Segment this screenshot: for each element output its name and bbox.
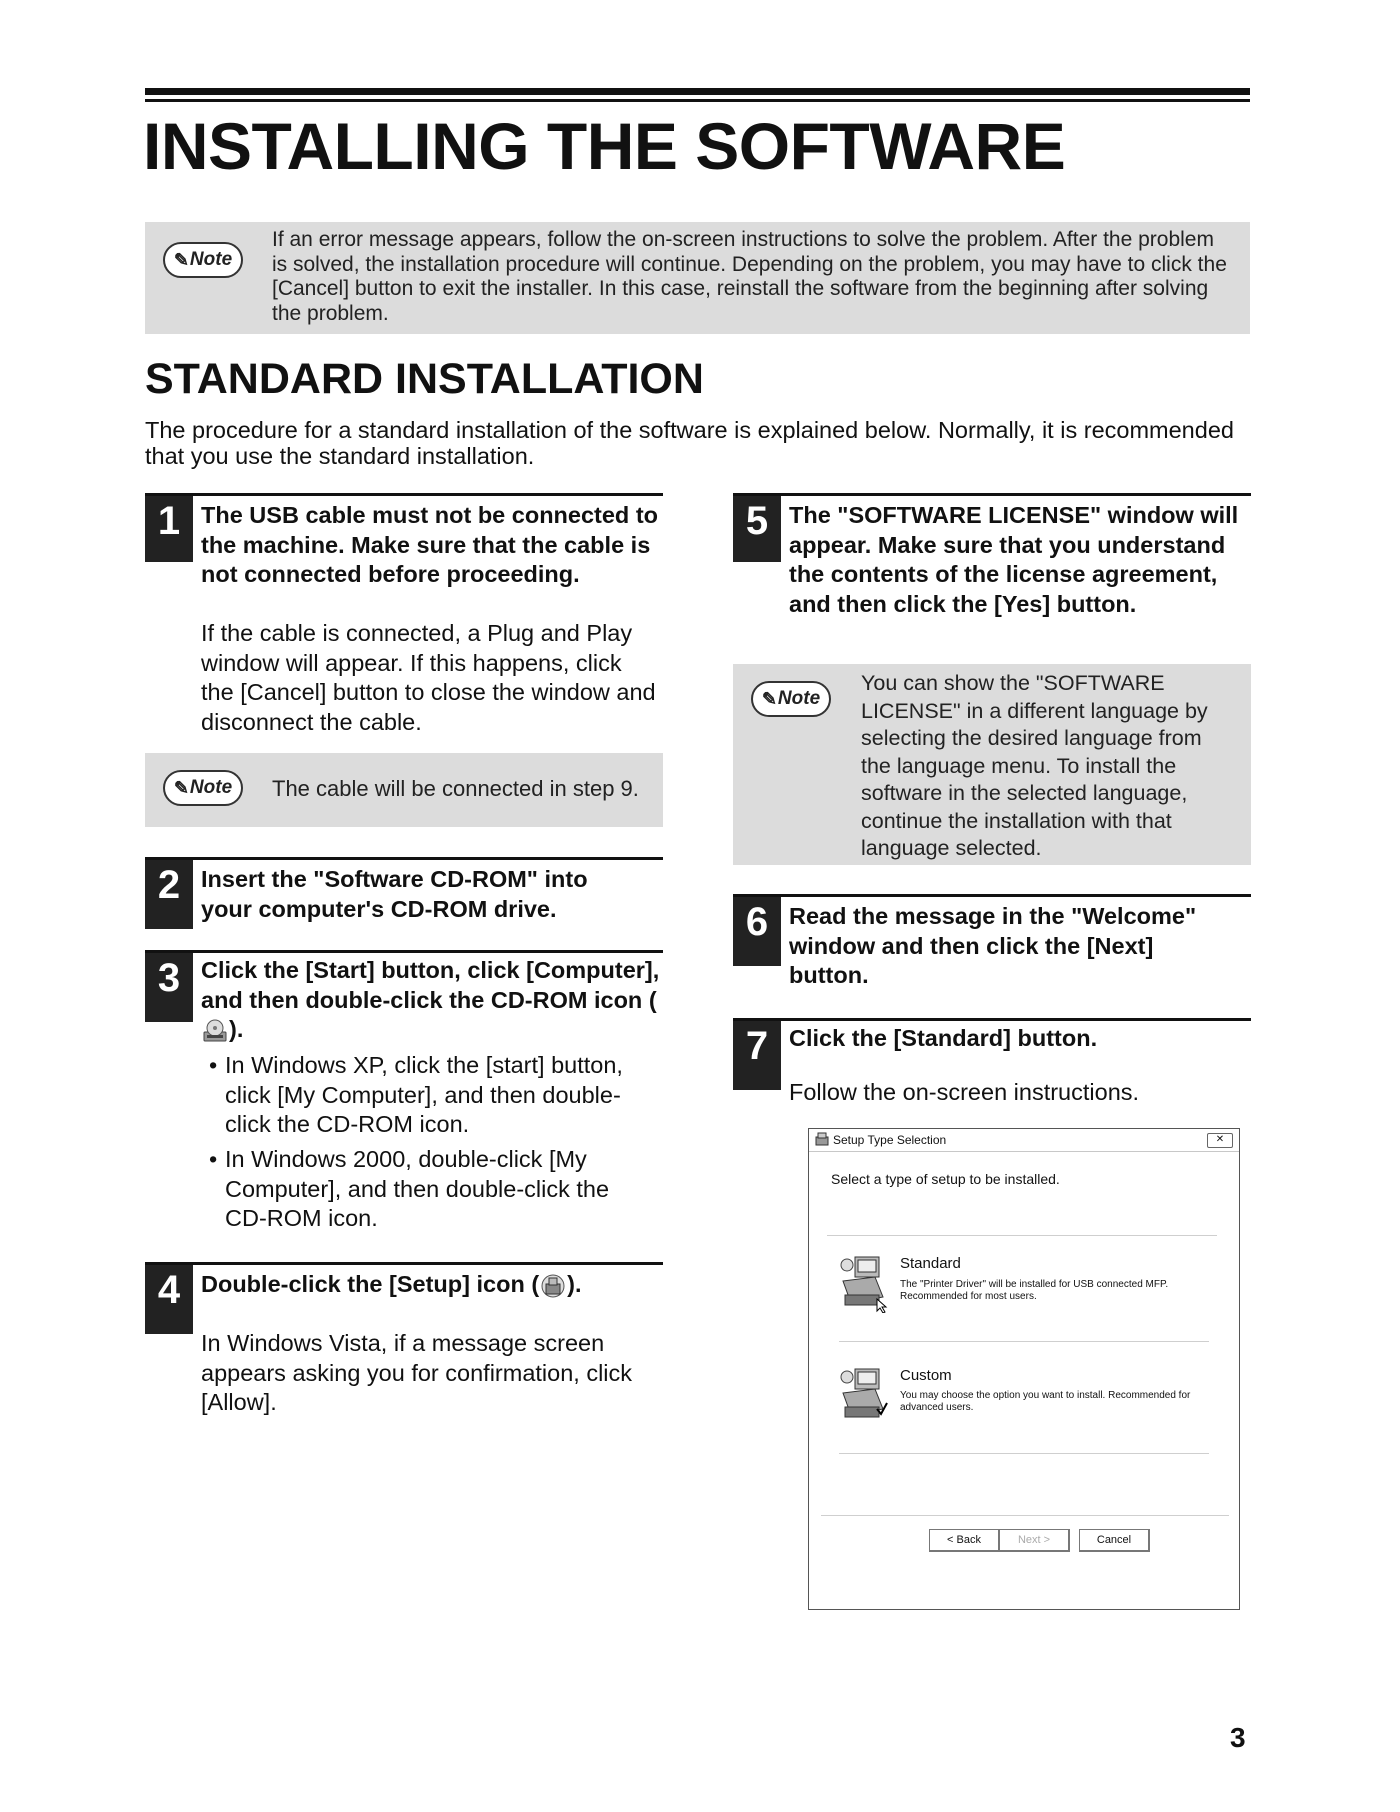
step-1-note-text: The cable will be connected in step 9. [272,776,639,801]
dialog-footer-divider [821,1515,1229,1516]
step-3-title [201,956,663,1045]
cancel-button[interactable]: Cancel [1079,1529,1150,1552]
step-4-title-end: ). [567,1271,582,1297]
dialog-divider [839,1453,1209,1454]
page-title: INSTALLING THE SOFTWARE [143,109,1066,183]
title-rule-thin [145,99,1250,102]
step-1-title: The USB cable must not be connected to the machine. Make sure that the cable is not connected before proceeding. [201,502,658,587]
standard-desc-1: The "Printer Driver" will be installed for USB connected MFP. [900,1279,1169,1290]
dialog-divider [827,1235,1217,1236]
step-3-bullet-1-text: In Windows XP, click the [start] button, click [My Computer], and then double-click the CD-ROM icon. [225,1052,623,1137]
step-4-body: In Windows Vista, if a message screen appears asking you for confirmation, click [Allow]. [201,1330,633,1415]
setup-app-icon [815,1131,829,1145]
step-3-number: 3 [145,953,193,1022]
step-3-title-text: Click the [Start] button, click [Computer], and then double-click the CD-ROM icon ( [201,957,660,1013]
step-2-title: Insert the "Software CD-ROM" into your computer's CD-ROM drive. [201,866,588,922]
step-4-rule [145,1262,663,1265]
step-4-title [201,1270,663,1300]
step-3-rule [145,950,663,953]
custom-option[interactable] [839,1367,1219,1427]
step-1-number: 1 [145,496,193,562]
dialog-divider [839,1341,1209,1342]
top-note-box [145,222,1250,334]
note-badge-label: Note [189,249,233,270]
step-7-number: 7 [733,1021,781,1090]
computer-custom-icon [839,1367,889,1428]
cd-rom-icon [202,1019,228,1043]
step-5-note-text: You can show the "SOFTWARE LICENSE" in a different language by selecting the desired language from the language menu. To install the software in the selected language, continue the installation with that language selected. [861,671,1208,860]
step-1-note-box [145,753,663,827]
custom-desc-1: You may choose the option you want to install. Recommended for [900,1390,1191,1401]
back-button[interactable]: < Back [929,1529,1000,1552]
step-7-body: Follow the on-screen instructions. [789,1079,1140,1105]
step-7-title: Click the [Standard] button. [789,1025,1098,1051]
custom-title: Custom [900,1367,952,1384]
step-7-rule [733,1018,1251,1021]
section-intro: The procedure for a standard installation of the software is explained below. Normally, it is recommended that you use the standard installation. [145,417,1234,469]
note-badge-label: Note [777,688,821,709]
step-4-title-text: Double-click the [Setup] icon ( [201,1271,540,1297]
computer-setup-icon [839,1253,889,1318]
custom-desc-2: advanced users. [900,1402,974,1413]
page-number: 3 [1230,1722,1246,1753]
step-2-rule [145,857,663,860]
step-3-title-end: ). [229,1016,244,1042]
step-6-title: Read the message in the "Welcome" window and then click the [Next] button. [789,903,1197,988]
note-badge-label: Note [189,777,233,798]
step-1-rule [145,493,663,496]
step-5-number: 5 [733,496,781,562]
step-1-body: If the cable is connected, a Plug and Play window will appear. If this happens, click the [Cancel] button to close the window and disconnect the cable. [201,620,656,735]
step-3-bullet-1: • In Windows XP, click the [start] button, click [My Computer], and then double-click the CD-ROM icon. [209,1052,623,1137]
standard-option[interactable] [839,1253,1219,1323]
title-rule-thick [145,88,1250,95]
standard-desc-2: Recommended for most users. [900,1291,1037,1302]
standard-title: Standard [900,1255,961,1272]
step-5-rule [733,493,1251,496]
next-button[interactable]: Next > [999,1529,1070,1552]
step-5-title: The "SOFTWARE LICENSE" window will appear. Make sure that you understand the contents of the license agreement, and then click the [Yes] button. [789,502,1239,617]
dialog-prompt: Select a type of setup to be installed. [831,1171,1060,1187]
close-button[interactable]: ✕ [1207,1133,1233,1148]
step-3-bullet-2-text: In Windows 2000, double-click [My Computer], and then double-click the CD-ROM icon. [225,1146,610,1231]
step-4-number: 4 [145,1265,193,1334]
note-icon: ✎ Note [163,242,243,278]
section-title: STANDARD INSTALLATION [145,355,704,403]
setup-type-dialog [808,1128,1240,1610]
note-icon: ✎ Note [751,681,831,717]
step-2-number: 2 [145,860,193,929]
note-icon: ✎ Note [163,770,243,806]
dialog-title: Setup Type Selection [833,1133,947,1147]
setup-icon [540,1273,566,1299]
dialog-title-bar [809,1129,1239,1152]
step-3-bullet-2: • In Windows 2000, double-click [My Computer], and then double-click the CD-ROM icon. [209,1146,610,1231]
top-note-text: If an error message appears, follow the on-screen instructions to solve the problem. After the problem is solved, the installation procedure will continue. Depending on the problem, you may have to click the [Cancel] button to exit the installer. In this case, reinstall the software from the beginning after solving the problem. [272,228,1227,325]
step-5-note-box [733,664,1251,865]
step-6-rule [733,894,1251,897]
step-6-number: 6 [733,897,781,966]
